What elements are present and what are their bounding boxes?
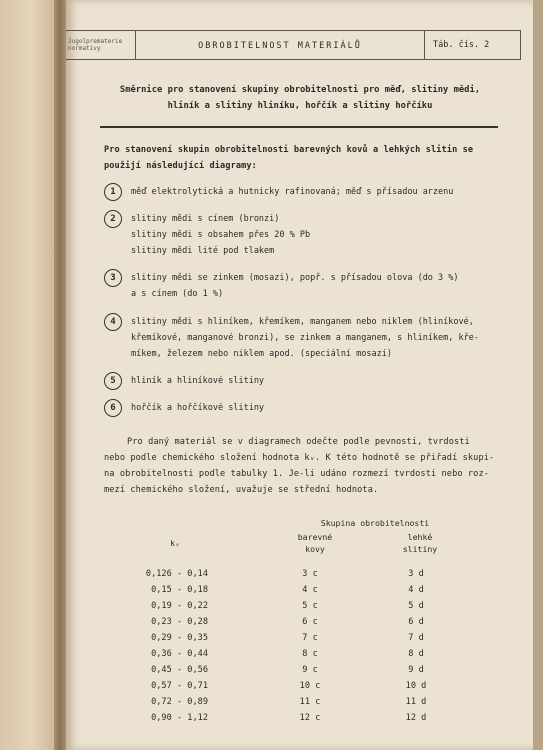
lehke-cell: 6 d [408, 617, 424, 627]
kv-cell: 0,57 - 0,71 [151, 681, 208, 691]
lehke-cell: 4 d [408, 585, 424, 595]
diagram-item-line: slitiny mědi s hliníkem, křemíkem, manganem nebo niklem (hliníkové, [131, 317, 474, 327]
col-barevne-line-2: kovy [305, 544, 325, 554]
para2-line-4: mezí chemického složení, uvažuje se střední hodnota. [104, 485, 379, 495]
lehke-cell: 7 d [408, 633, 424, 643]
barevne-cell: 3 c [302, 569, 318, 579]
table-row [130, 585, 460, 601]
para2-line-2: nebo podle chemického složení hodnota kᵥ. K této hodnotě se přiřadí skupi- [104, 453, 495, 463]
kv-cell: 0,36 - 0,44 [151, 649, 208, 659]
diagram-item-text [131, 314, 479, 362]
diagram-number-badge: 6 [104, 399, 122, 417]
diagram-item-line: slitiny mědi lité pod tlakem [131, 246, 275, 256]
diagram-item-text [131, 184, 453, 200]
para2-line-1: Pro daný materiál se v diagramech odečte podle pevnosti, tvrdosti [127, 437, 470, 447]
lehke-cell: 9 d [408, 665, 424, 675]
diagram-item-line: měď elektrolytická a hutnicky rafinovaná; měď s přísadou arzenu [131, 187, 454, 197]
diagram-item-line: hliník a hliníkové slitiny [131, 376, 265, 386]
table-group-header: Skupina obrobitelnosti [320, 518, 430, 528]
kv-cell: 0,29 - 0,35 [151, 633, 208, 643]
barevne-cell: 10 c [299, 681, 321, 691]
kv-cell: 0,72 - 0,89 [151, 697, 208, 707]
page-header [66, 30, 521, 60]
intro-line-2: použijí následující diagramy: [104, 161, 257, 171]
document-heading-line-1: Směrnice pro stanovení skupiny obrobitelnosti pro měď, slitiny mědi, [119, 85, 481, 95]
header-organization: Jugolprematerie normativy [66, 31, 136, 59]
table-col-lehke [390, 531, 450, 555]
header-title: OBROBITELNOST MATERIÁLŮ [136, 31, 425, 59]
table-row [130, 649, 460, 665]
table-row [130, 665, 460, 681]
diagram-number-badge: 3 [104, 269, 122, 287]
col-barevne-line-1: barevné [297, 532, 333, 542]
table-row [130, 681, 460, 697]
diagram-item-line: míkem, železem nebo niklem apod. (speciální mosazi) [131, 349, 392, 359]
kv-cell: 0,90 - 1,12 [151, 713, 208, 723]
para2-line-3: na obrobitelnosti podle tabulky 1. Je-li udáno rozmezí tvrdosti nebo roz- [104, 469, 489, 479]
col-lehke-line-1: lehké [407, 532, 433, 542]
table-row [130, 697, 460, 713]
kv-cell: 0,126 - 0,14 [145, 569, 208, 579]
diagram-number-badge: 4 [104, 313, 122, 331]
barevne-cell: 12 c [299, 713, 321, 723]
barevne-cell: 4 c [302, 585, 318, 595]
lehke-cell: 5 d [408, 601, 424, 611]
page-right-edge [533, 0, 543, 750]
kv-cell: 0,45 - 0,56 [151, 665, 208, 675]
table-col-barevne [285, 531, 345, 555]
lehke-cell: 3 d [408, 569, 424, 579]
diagram-item-text [131, 270, 459, 302]
diagram-item-line: slitiny mědi se zinkem (mosazi), popř. s přísadou olova (do 3 %) [131, 273, 459, 283]
table-row [130, 569, 460, 585]
barevne-cell: 5 c [302, 601, 318, 611]
table-col-kv: kᵥ [170, 538, 180, 548]
diagram-number-badge: 5 [104, 372, 122, 390]
col-lehke-line-2: slitiny [402, 544, 438, 554]
table-row [130, 713, 460, 729]
heading-divider [100, 126, 498, 128]
diagram-number-badge: 2 [104, 210, 122, 228]
table-row [130, 617, 460, 633]
kv-cell: 0,19 - 0,22 [151, 601, 208, 611]
lehke-cell: 8 d [408, 649, 424, 659]
table-row [130, 601, 460, 617]
header-table-number: Táb. čís. 2 [433, 40, 490, 50]
diagram-item-text [131, 211, 310, 259]
diagram-item-line: a s cínem (do 1 %) [131, 289, 224, 299]
diagram-number-badge: 1 [104, 183, 122, 201]
diagram-item-text [131, 373, 264, 389]
lehke-cell: 11 d [405, 697, 427, 707]
document-heading-line-2: hliník a slitiny hliníku, hořčík a slitiny hořčíku [167, 101, 433, 111]
kv-cell: 0,23 - 0,28 [151, 617, 208, 627]
barevne-cell: 11 c [299, 697, 321, 707]
diagram-item-line: slitiny mědi s obsahem přes 20 % Pb [131, 230, 311, 240]
diagram-item-line: hořčík a hořčíkové slitiny [131, 403, 265, 413]
table-row [130, 633, 460, 649]
barevne-cell: 9 c [302, 665, 318, 675]
lehke-cell: 10 d [405, 681, 427, 691]
lehke-cell: 12 d [405, 713, 427, 723]
diagram-item-line: slitiny mědi s cínem (bronzi) [131, 214, 280, 224]
barevne-cell: 8 c [302, 649, 318, 659]
intro-line-1: Pro stanovení skupin obrobitelnosti barevných kovů a lehkých slitin se [104, 145, 474, 155]
kv-cell: 0,15 - 0,18 [151, 585, 208, 595]
diagram-item-line: křemíkové, manganové bronzi), se zinkem a manganem, s hliníkem, kře- [131, 333, 479, 343]
diagram-item-text [131, 400, 264, 416]
barevne-cell: 6 c [302, 617, 318, 627]
facing-page-edge [0, 0, 58, 750]
barevne-cell: 7 c [302, 633, 318, 643]
